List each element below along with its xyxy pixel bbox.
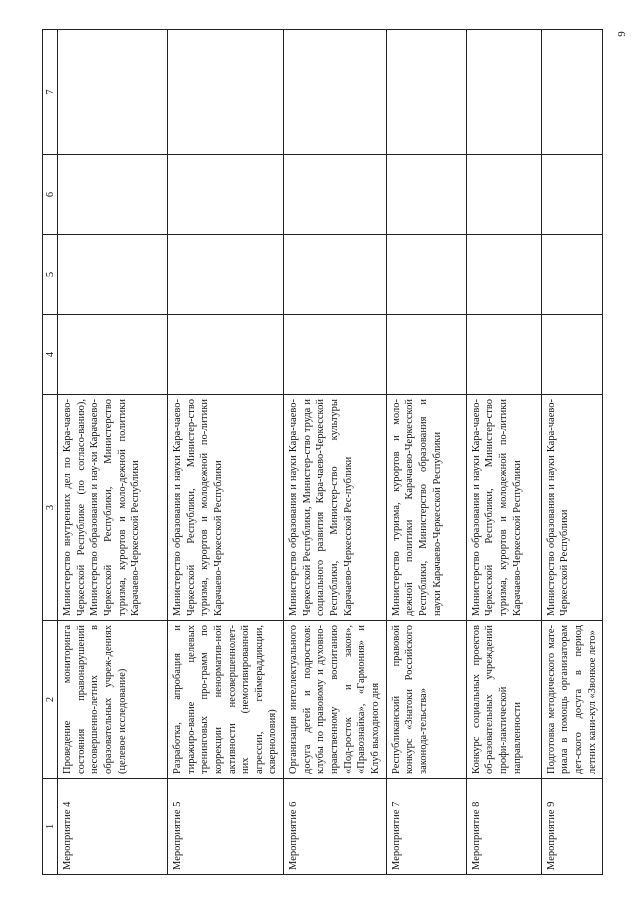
empty-cell xyxy=(168,235,284,315)
empty-cell xyxy=(541,30,603,155)
empty-cell xyxy=(58,30,168,155)
empty-cell xyxy=(58,315,168,395)
empty-cell xyxy=(168,30,284,155)
empty-cell xyxy=(386,315,466,395)
empty-cell xyxy=(58,235,168,315)
empty-cell xyxy=(541,155,603,235)
column-number-5: 5 xyxy=(43,235,58,315)
event-description: Проведение мониторинга состояния правонарушений несовершенно-летних в образовательных учреж-дениях (целевое исследование) xyxy=(58,621,168,779)
page-number: 9 xyxy=(615,31,628,37)
empty-cell xyxy=(466,315,541,395)
column-number-6: 6 xyxy=(43,155,58,235)
table-row xyxy=(541,30,603,875)
event-executors: Министерство образования и науки Кара-чаево-Черкесской Республики, Министер-ство туризма, курортов и молодежной по-литики Карачаево-Черкесской Республики xyxy=(168,395,284,621)
event-description: Разработка, апробация и тиражиро-вание целевых тренинговых про-грамм по коррекции ненорматив-ной активности несовершеннолет-них (немотивированной агрессии, геймераддикции, скверноловия) xyxy=(168,621,284,779)
measures-table xyxy=(42,29,603,875)
event-name: Мероприятие 9 xyxy=(541,779,603,875)
column-number-4: 4 xyxy=(43,315,58,395)
event-description: Республиканский правовой конкурс «Знатоки Российского законода-тельства» xyxy=(386,621,466,779)
rotated-table-page xyxy=(42,30,602,875)
event-description: Организация интеллектуального досуга детей и подростков: клубы по правовому и духовно-нравственному воспитанию «Под-росток и закон», «Правознайка», «Гармония» и Клуб выходного дня xyxy=(284,621,386,779)
table-row xyxy=(58,30,168,875)
empty-cell xyxy=(386,30,466,155)
event-description: Подготовка методического мате-риала в помощь организаторам дет-ского досуга в период летних кани-кул «Звонкое лето» xyxy=(541,621,603,779)
event-executors: Министерство образования и науки Кара-чаево-Черкесской Республики, Министер-ство туризма, курортов и молодежной по-литики Карачаево-Черкесской Республики xyxy=(466,395,541,621)
empty-cell xyxy=(58,155,168,235)
event-executors: Министерство образования и науки Кара-чаево-Черкесской Республики xyxy=(541,395,603,621)
event-description: Конкурс социальных проектов об-разовательных учреждений профи-лактической направленности xyxy=(466,621,541,779)
event-name: Мероприятие 6 xyxy=(284,779,386,875)
empty-cell xyxy=(284,235,386,315)
column-number-1: 1 xyxy=(43,779,58,875)
empty-cell xyxy=(541,235,603,315)
empty-cell xyxy=(541,315,603,395)
event-name: Мероприятие 4 xyxy=(58,779,168,875)
column-number-2: 2 xyxy=(43,621,58,779)
event-executors: Министерство туризма, курортов и моло-дежной политики Карачаево-Черкесской Республики, Министерство образования и науки Карачаево-Черкесской Республики xyxy=(386,395,466,621)
table-row xyxy=(168,30,284,875)
event-executors: Министерство образования и науки Кара-чаево-Черкесской Республики, Министер-ство труда и социального развития Кара-чаево-Черкесской Республики, Министер-ство культуры Карачаево-Черкесской Рес-публики xyxy=(284,395,386,621)
event-executors: Министерство внутренних дел по Кара-чаево-Черкесской Республике (по согласо-ванию), Министерство образования и нау-ки Карачаево-Черкесской Республики, Министерство туризма, курортов и моло-дежной политики Карачаево-Черкесской Республики xyxy=(58,395,168,621)
empty-cell xyxy=(466,235,541,315)
empty-cell xyxy=(284,30,386,155)
event-name: Мероприятие 5 xyxy=(168,779,284,875)
column-number-7: 7 xyxy=(43,30,58,155)
table-header-row xyxy=(43,30,58,875)
table-row xyxy=(386,30,466,875)
empty-cell xyxy=(386,235,466,315)
empty-cell xyxy=(284,155,386,235)
empty-cell xyxy=(168,155,284,235)
table-row xyxy=(466,30,541,875)
event-name: Мероприятие 8 xyxy=(466,779,541,875)
column-number-3: 3 xyxy=(43,395,58,621)
empty-cell xyxy=(466,155,541,235)
event-name: Мероприятие 7 xyxy=(386,779,466,875)
empty-cell xyxy=(386,155,466,235)
empty-cell xyxy=(284,315,386,395)
empty-cell xyxy=(466,30,541,155)
table-row xyxy=(284,30,386,875)
empty-cell xyxy=(168,315,284,395)
